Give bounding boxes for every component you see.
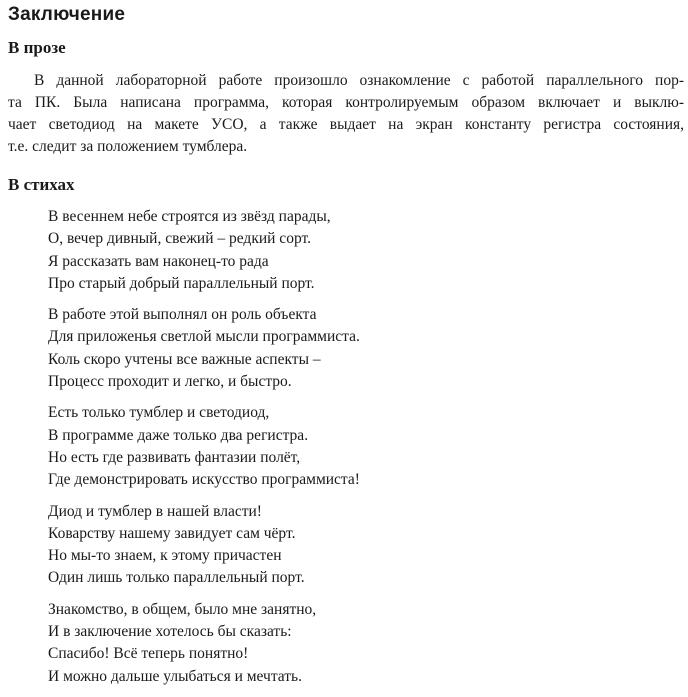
verse-line: Спасибо! Всё теперь понятно! [48,645,249,663]
verse-line: Диод и тумблер в нашей власти! [48,502,262,520]
prose-heading: В прозе [8,38,66,57]
verse-line: Про старый добрый параллельный порт. [48,274,315,292]
verse-line: Знакомство, в общем, было мне занятно, [48,600,317,618]
verse-line: Где демонстрировать искусство программиста! [48,471,360,489]
verse-line: Один лишь только параллельный порт. [48,569,305,587]
verse-line: Но мы-то знаем, к этому причастен [48,547,282,565]
poem [48,206,668,697]
stanza [48,501,668,590]
verse-line: В весеннем небе строятся из звёзд парады, [48,208,331,225]
prose-line: чает светодиод на макете УСО, а также выдает на экран константу регистра состояния, [8,116,684,133]
prose-line: В данной лабораторной работе произошло ознакомление с работой параллельного пор- [34,72,684,89]
verse-line: В программе даже только два регистра. [48,426,309,444]
verse-line: Коль скоро учтены все важные аспекты – [48,350,321,368]
verse-line: Но есть где развивать фантазии полёт, [48,448,301,466]
verse-line: Процесс проходит и легко, и быстро. [48,373,292,391]
verse-line: Для приложенья светлой мысли программиста. [48,328,360,346]
section-title: Заключение [8,4,126,25]
verse-line: И в заключение хотелось бы сказать: [48,623,292,641]
prose-line: та ПК. Была написана программа, которая контролируемым образом включает и выклю- [8,94,684,111]
stanza [48,206,668,295]
stanza [48,599,668,688]
verse-line: Я рассказать вам наконец-то рада [48,252,269,270]
verse-heading: В стихах [8,175,75,194]
prose-paragraph [8,70,684,158]
prose-line: т.е. следит за положением тумблера. [8,138,248,155]
verse-line: Коварству нашему завидует сам чёрт. [48,524,296,542]
verse-line: И можно дальше улыбаться и мечтать. [48,667,303,685]
stanza [48,304,668,393]
verse-line: В работе этой выполнял он роль объекта [48,306,317,324]
verse-line: О, вечер дивный, свежий – редкий сорт. [48,230,311,248]
stanza [48,402,668,491]
verse-line: Есть только тумблер и светодиод, [48,404,270,422]
